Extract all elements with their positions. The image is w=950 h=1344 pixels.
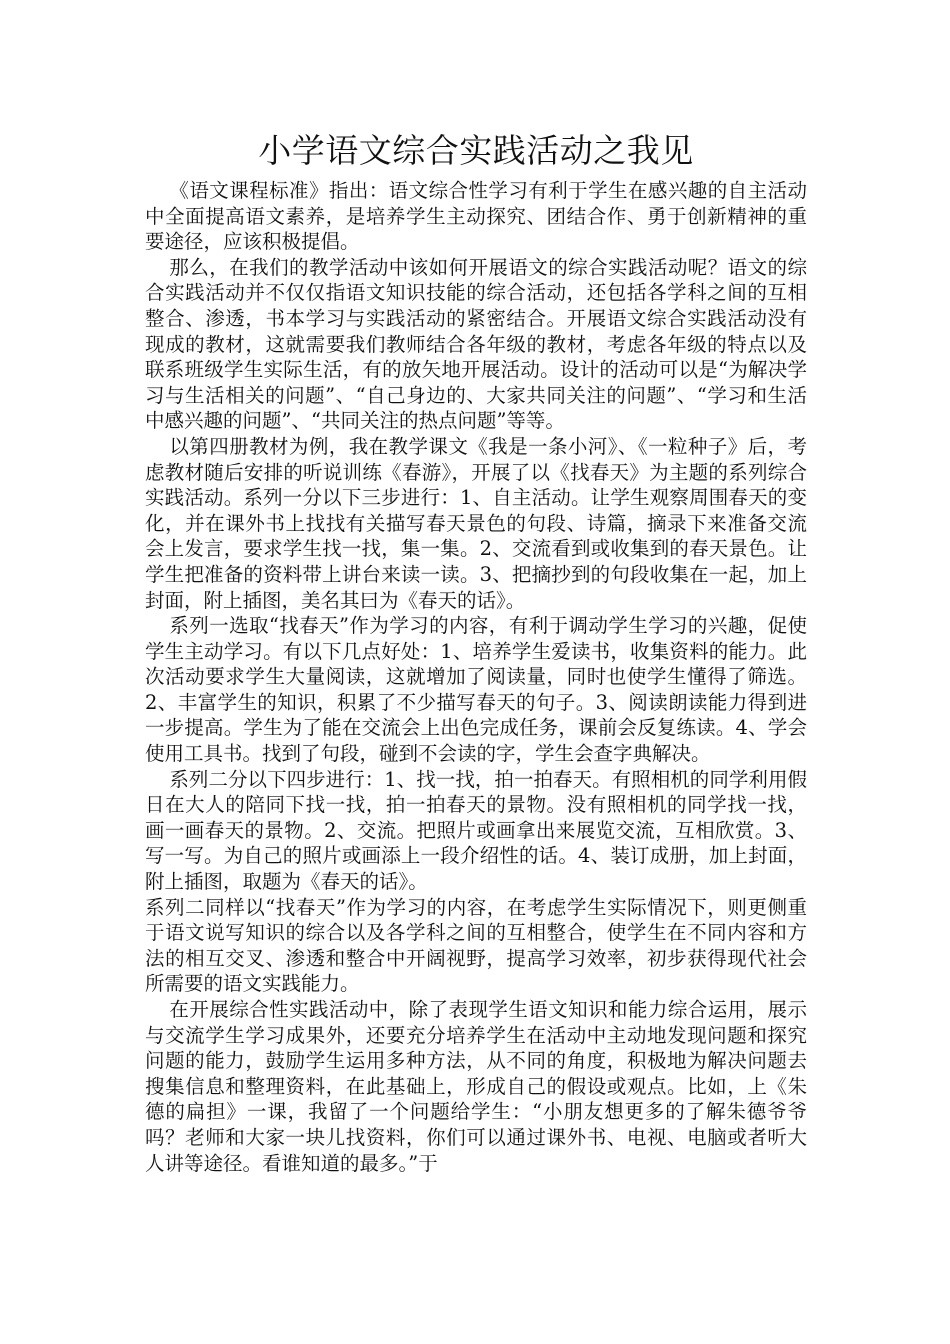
document-title: 小学语文综合实践活动之我见 <box>258 131 694 170</box>
paragraph-series-one-benefits: 系列一选取“找春天”作为学习的内容，有利于调动学生学习的兴趣，促使学生主动学习。有以下几点好处：1、培养学生爱读书，收集资料的能力。此次活动要求学生大量阅读，这就增加了阅读量，同时也使学生懂得了筛选。2、丰富学生的知识，积累了不少描写春天的句子。3、阅读朗读能力得到进一步提高。学生为了能在交流会上出色完成任务，课前会反复练读。4、学会使用工具书。找到了句段，碰到不会读的字，学生会查字典解决。 <box>145 614 807 766</box>
paragraph-series-two-steps: 系列二分以下四步进行：1、找一找，拍一拍春天。有照相机的同学利用假日在大人的陪同下找一找，拍一拍春天的景物。没有照相机的同学找一找，画一画春天的景物。2、交流。把照片或画拿出来展览交流，互相欣赏。3、写一写。为自己的照片或画添上一段介绍性的话。4、装订成册，加上封面，附上插图，取题为《春天的话》。 <box>145 767 807 894</box>
document-body <box>145 128 807 1176</box>
paragraph-fourth-volume-example: 以第四册教材为例，我在教学课文《我是一条小河》、《一粒种子》后，考虑教材随后安排的听说训练《春游》，开展了以《找春天》为主题的系列综合实践活动。系列一分以下三步进行：1、自主活动。让学生观察周围春天的变化，并在课外书上找找有关描写春天景色的句段、诗篇，摘录下来准备交流会上发言，要求学生找一找，集一集。2、交流看到或收集到的春天景色。让学生把准备的资料带上讲台来读一读。3、把摘抄到的句段收集在一起，加上封面，附上插图，美名其曰为《春天的话》。 <box>145 434 807 612</box>
paragraph-curriculum-standard: 《语文课程标准》指出：语文综合性学习有利于学生在感兴趣的自主活动中全面提高语文素养，是培养学生主动探究、团结合作、勇于创新精神的重要途径，应该积极提倡。 <box>145 179 807 254</box>
paragraph-inquiry-ability: 在开展综合性实践活动中，除了表现学生语文知识和能力综合运用，展示与交流学生学习成果外，还要充分培养学生在活动中主动地发现问题和探究问题的能力，鼓励学生运用多种方法，从不同的角度，积极地为解决问题去搜集信息和整理资料，在此基础上，形成自己的假设或观点。比如，上《朱德的扁担》一课，我留了一个问题给学生：“小朋友想更多的了解朱德爷爷吗？老师和大家一块儿找资料，你们可以通过课外书、电视、电脑或者听大人讲等途径。看谁知道的最多。”于 <box>145 998 807 1175</box>
paragraph-series-two-focus: 系列二同样以“找春天”作为学习的内容，在考虑学生实际情况下，则更侧重于语文说写知识的综合以及各学科之间的互相整合，使学生在不同内容和方法的相互交叉、渗透和整合中开阔视野，提高学习效率，初步获得现代社会所需要的语文实践能力。 <box>145 895 807 996</box>
paragraph-how-to-carry-out: 那么，在我们的教学活动中该如何开展语文的综合实践活动呢？语文的综合实践活动并不仅仅指语文知识技能的综合活动，还包括各学科之间的互相整合、渗透，书本学习与实践活动的紧密结合。开展语文综合实践活动没有现成的教材，这就需要我们教师结合各年级的教材，考虑各年级的特点以及联系班级学生实际生活，有的放矢地开展活动。设计的活动可以是“为解决学习与生活相关的问题”、“自己身边的、大家共同关注的问题”、“学习和生活中感兴趣的问题”、“共同关注的热点问题”等等。 <box>145 255 807 433</box>
